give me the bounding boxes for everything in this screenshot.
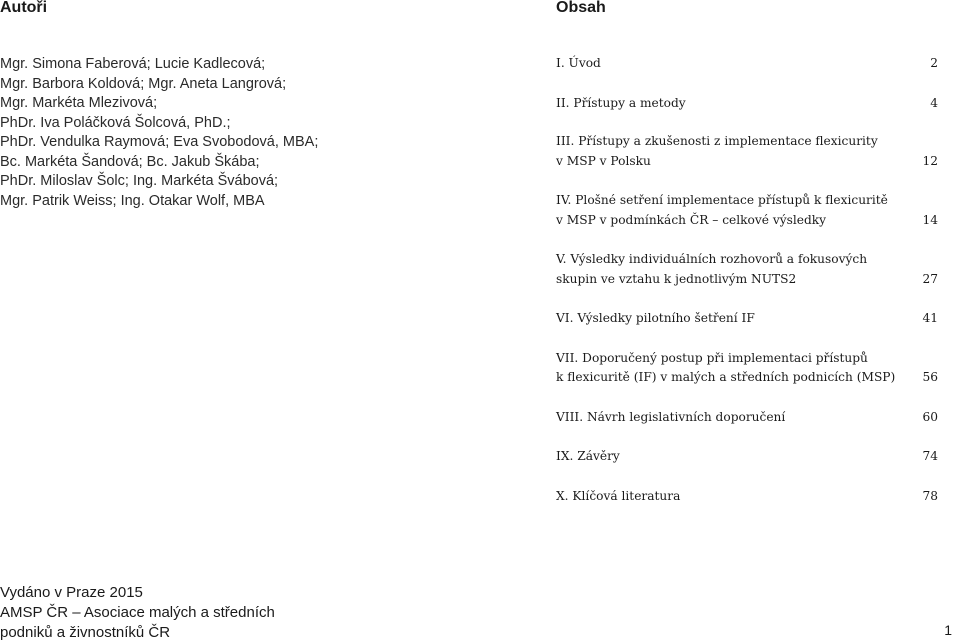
author-line: Mgr. Patrik Weiss; Ing. Otakar Wolf, MBA bbox=[0, 192, 265, 209]
contents-heading: Obsah bbox=[556, 0, 606, 16]
toc-entry-title-cont: skupin ve vztahu k jednotlivým NUTS2 bbox=[556, 271, 797, 286]
toc-entry-3[interactable] bbox=[556, 132, 938, 171]
page-number: 1 bbox=[944, 622, 952, 638]
toc-entry-page: 4 bbox=[930, 95, 938, 110]
toc-entry-4[interactable] bbox=[556, 191, 938, 230]
author-line: Bc. Markéta Šandová; Bc. Jakub Škába; bbox=[0, 153, 260, 170]
toc-entry-6[interactable] bbox=[556, 309, 938, 329]
toc-entry-title: VIII. Návrh legislativních doporučení bbox=[556, 409, 786, 424]
authors-heading: Autoři bbox=[0, 0, 48, 16]
author-line: PhDr. Miloslav Šolc; Ing. Markéta Švábová; bbox=[0, 173, 279, 189]
publication-info bbox=[0, 583, 275, 643]
toc-entry-title: V. Výsledky individuálních rozhovorů a fokusových bbox=[556, 252, 868, 266]
toc-entry-page: 60 bbox=[922, 409, 938, 424]
toc-entry-2[interactable] bbox=[556, 94, 938, 114]
authors-list bbox=[0, 55, 340, 211]
toc-entry-page: 78 bbox=[922, 488, 938, 503]
toc-entry-title: X. Klíčová literatura bbox=[556, 488, 681, 503]
table-of-contents bbox=[556, 54, 938, 506]
toc-entry-page: 74 bbox=[922, 449, 938, 463]
toc-entry-8[interactable] bbox=[556, 408, 938, 428]
author-line: Mgr. Barbora Koldová; Mgr. Aneta Langrová; bbox=[0, 75, 287, 92]
publication-line: Vydáno v Praze 2015 bbox=[0, 584, 143, 601]
toc-entry-title: VI. Výsledky pilotního šetření IF bbox=[556, 311, 755, 325]
toc-entry-page: 56 bbox=[922, 370, 938, 384]
toc-entry-7[interactable] bbox=[556, 349, 938, 388]
toc-entry-page: 2 bbox=[930, 56, 938, 70]
toc-entry-page: 27 bbox=[922, 271, 938, 286]
toc-entry-title: IX. Závěry bbox=[556, 449, 620, 463]
toc-entry-page: 14 bbox=[922, 212, 938, 227]
toc-entry-title: I. Úvod bbox=[556, 56, 601, 70]
toc-entry-title: IV. Plošné setření implementace přístupů k flexicuritě bbox=[556, 193, 888, 207]
author-line: PhDr. Iva Poláčková Šolcová, PhD.; bbox=[0, 114, 231, 131]
author-line: Mgr. Markéta Mlezivová; bbox=[0, 95, 158, 111]
publication-line: podniků a živnostníků ČR bbox=[0, 624, 171, 641]
toc-entry-title: III. Přístupy a zkušenosti z implementace flexicurity bbox=[556, 134, 878, 148]
author-line: PhDr. Vendulka Raymová; Eva Svobodová, MBA; bbox=[0, 134, 319, 150]
publication-line: AMSP ČR – Asociace malých a středních bbox=[0, 604, 275, 621]
toc-entry-title: VII. Doporučený postup při implementaci přístupů bbox=[556, 350, 868, 365]
toc-entry-10[interactable] bbox=[556, 487, 938, 507]
toc-entry-5[interactable] bbox=[556, 250, 938, 289]
toc-entry-1[interactable] bbox=[556, 54, 938, 74]
toc-entry-title-cont: k flexicuritě (IF) v malých a středních podnicích (MSP) bbox=[556, 370, 896, 384]
toc-entry-title-cont: v MSP v podmínkách ČR – celkové výsledky bbox=[556, 212, 827, 227]
toc-entry-page: 12 bbox=[922, 153, 938, 168]
toc-entry-9[interactable] bbox=[556, 447, 938, 467]
toc-entry-title: II. Přístupy a metody bbox=[556, 95, 686, 110]
toc-entry-page: 41 bbox=[922, 311, 938, 325]
toc-entry-title-cont: v MSP v Polsku bbox=[556, 153, 651, 168]
author-line: Mgr. Simona Faberová; Lucie Kadlecová; bbox=[0, 56, 266, 72]
